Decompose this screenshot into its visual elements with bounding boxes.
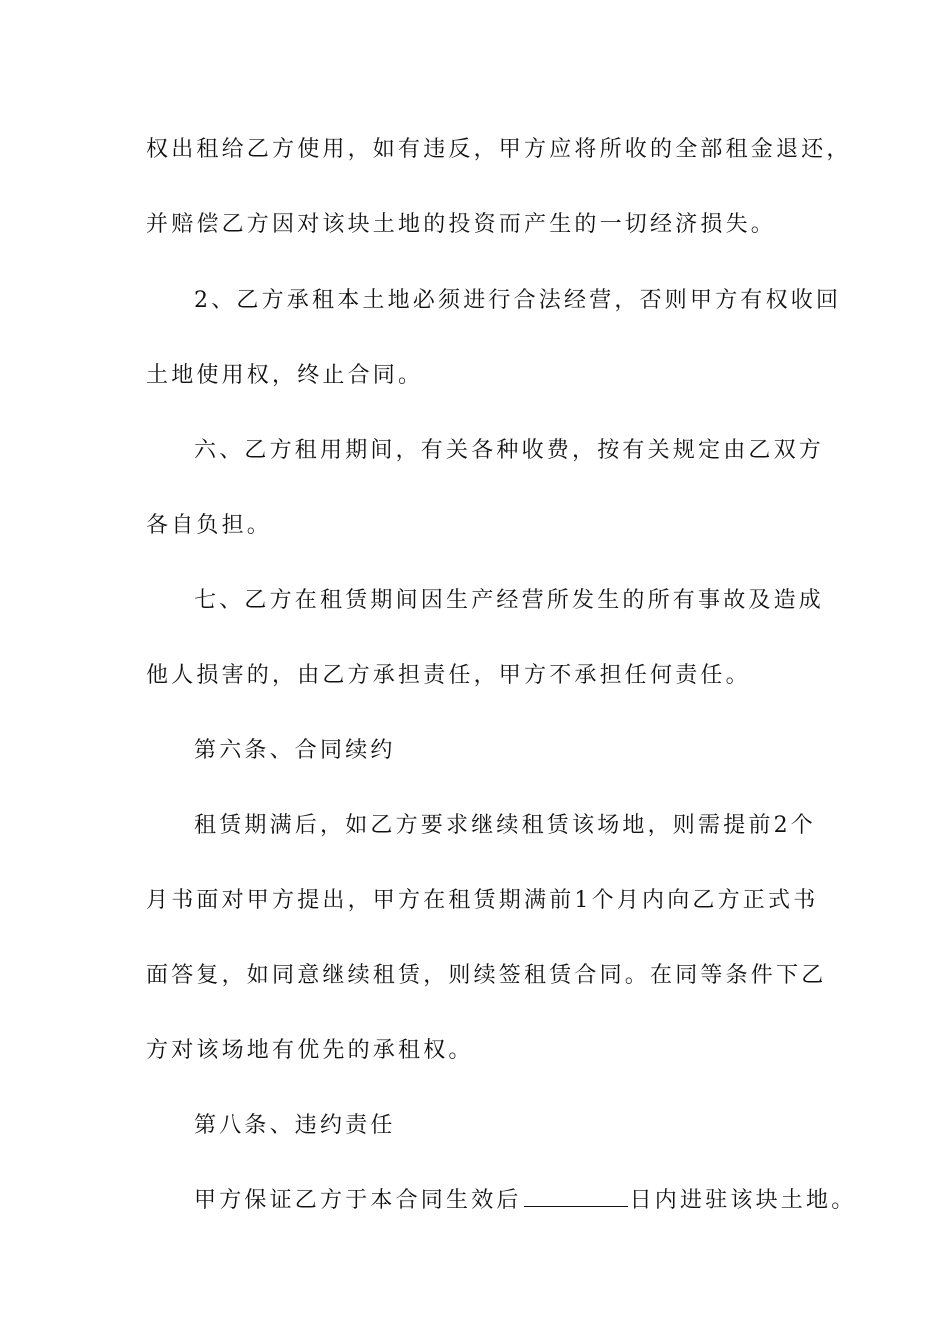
fill-in-blank xyxy=(524,1186,628,1207)
text-line: 面答复，如同意继续租赁，则续签租赁合同。在同等条件下乙 xyxy=(146,963,827,988)
text-line: 七、乙方在租赁期间因生产经营所发生的所有事故及造成 xyxy=(194,588,825,613)
text-line: 月书面对甲方提出，甲方在租赁期满前1个月内向乙方正式书 xyxy=(146,888,819,913)
section-heading: 第八条、违约责任 xyxy=(194,1113,396,1138)
text-after-blank: 日内进驻该块土地。 xyxy=(629,1188,857,1213)
section-heading: 第六条、合同续约 xyxy=(194,738,396,763)
text-line: 他人损害的，由乙方承担责任，甲方不承担任何责任。 xyxy=(146,663,751,688)
text-line: 并赔偿乙方因对该块土地的投资而产生的一切经济损失。 xyxy=(146,212,777,237)
text-line: 2、乙方承租本土地必须进行合法经营，否则甲方有权收回 xyxy=(194,288,842,313)
text-line: 各自负担。 xyxy=(146,513,273,538)
text-line-with-blank xyxy=(194,1186,894,1216)
text-line: 六、乙方租用期间，有关各种收费，按有关规定由乙双方 xyxy=(194,438,825,463)
text-line: 土地使用权，终止合同。 xyxy=(146,363,424,388)
text-before-blank: 甲方保证乙方于本合同生效后 xyxy=(194,1188,522,1213)
text-line: 租赁期满后，如乙方要求继续租赁该场地，则需提前2个 xyxy=(194,813,816,838)
text-line: 权出租给乙方使用，如有违反，甲方应将所收的全部租金退还， xyxy=(146,137,852,162)
text-line: 方对该场地有优先的承租权。 xyxy=(146,1038,474,1063)
